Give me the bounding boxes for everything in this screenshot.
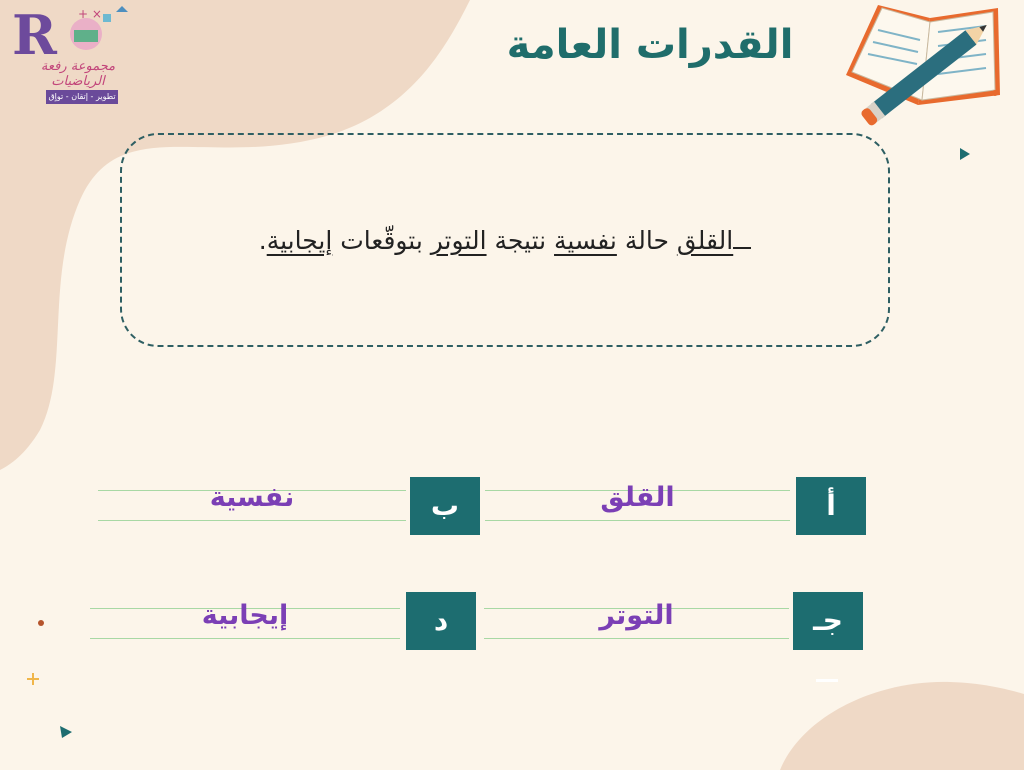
option-letter-a[interactable]: أ bbox=[796, 477, 866, 535]
question-word-7: إيجابية bbox=[266, 226, 333, 255]
option-word-b: نفسية bbox=[209, 482, 295, 513]
group-logo bbox=[8, 4, 138, 104]
option-answer-b[interactable] bbox=[98, 482, 406, 530]
logo-caption: مجموعة رفعة الرياضيات bbox=[40, 59, 116, 89]
logo-tagline: تطوير - إتقان - تواٍق bbox=[46, 90, 118, 104]
dot-icon bbox=[37, 619, 45, 627]
option-word-d: إيجابية bbox=[201, 600, 289, 631]
option-answer-a[interactable] bbox=[485, 482, 790, 530]
question-word-3: نفسية bbox=[554, 226, 617, 255]
option-word-c: التوتر bbox=[599, 600, 674, 631]
option-word-a: القلق bbox=[600, 482, 675, 513]
background-blob-bottom-right bbox=[780, 660, 1024, 770]
question-box bbox=[120, 133, 890, 347]
question-period: . bbox=[258, 226, 267, 255]
option-letter-d[interactable]: د bbox=[406, 592, 476, 650]
question-word-2: حالة bbox=[616, 226, 677, 255]
option-letter-c[interactable]: جـ bbox=[793, 592, 863, 650]
book-pencil-icon bbox=[838, 0, 1013, 140]
option-letter-b[interactable]: ب bbox=[410, 477, 480, 535]
logo-letter: R bbox=[12, 4, 57, 64]
svg-text:+ ×: + × bbox=[78, 7, 102, 21]
logo-mark-icon bbox=[8, 4, 138, 64]
question-word-1: القلق bbox=[676, 226, 734, 255]
question-underline-lead bbox=[733, 223, 751, 249]
question-sentence bbox=[122, 223, 888, 255]
question-word-6: بتوقّعات bbox=[332, 226, 431, 255]
option-answer-d[interactable] bbox=[90, 600, 400, 648]
dash-icon bbox=[816, 678, 840, 684]
question-word-4: نتيجة bbox=[486, 226, 555, 255]
question-word-5: التوتر bbox=[430, 226, 487, 255]
plus-icon bbox=[25, 671, 41, 687]
triangle-icon bbox=[58, 724, 74, 740]
option-answer-c[interactable] bbox=[484, 600, 789, 648]
triangle-icon bbox=[958, 146, 972, 162]
page-title: القدرات العامة bbox=[506, 22, 794, 68]
